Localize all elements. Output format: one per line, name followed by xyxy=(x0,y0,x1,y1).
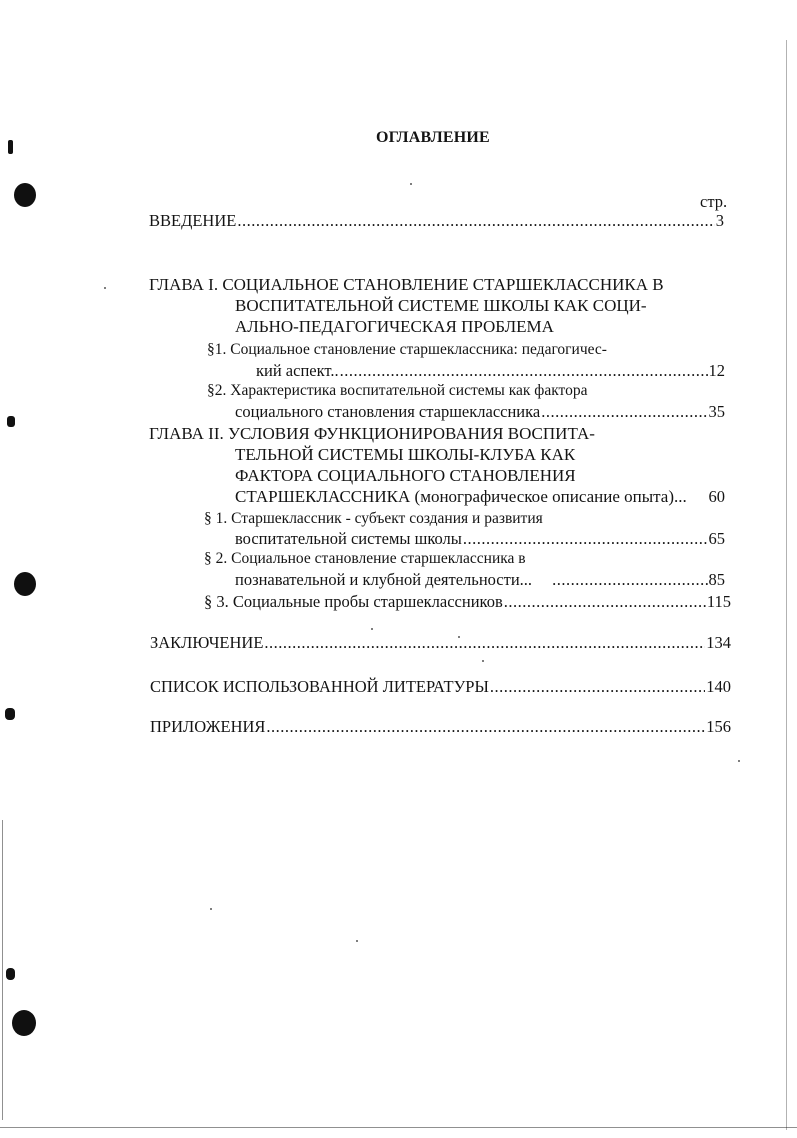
chapter-1-heading-line-2: ВОСПИТАТЕЛЬНОЙ СИСТЕМЕ ШКОЛЫ КАК СОЦИ- xyxy=(235,296,647,315)
toc-entry-label: ЗАКЛЮЧЕНИЕ xyxy=(150,633,264,652)
toc-entry-label: СТАРШЕКЛАССНИКА (монографическое описание опыта)... xyxy=(235,487,687,506)
toc-entry-page: 12 xyxy=(708,361,725,380)
speck xyxy=(210,908,212,910)
toc-entry-label: познавательной и клубной деятельности... xyxy=(235,570,533,589)
toc-entry-label: кий аспект.. xyxy=(256,361,339,380)
dot-leader xyxy=(552,570,707,590)
chapter-2-heading-line-1: ГЛАВА II. УСЛОВИЯ ФУНКЦИОНИРОВАНИЯ ВОСПИТА- xyxy=(149,424,595,443)
right-scan-edge xyxy=(786,40,787,1130)
speck xyxy=(356,940,358,942)
bottom-scan-edge xyxy=(0,1127,797,1128)
toc-entry-chapter-2-section-2[interactable] xyxy=(235,570,725,590)
chapter-2-section-1-line-1: § 1. Старшеклассник - субъект создания и развития xyxy=(204,510,543,527)
chapter-2-heading-line-3: ФАКТОРА СОЦИАЛЬНОГО СТАНОВЛЕНИЯ xyxy=(235,466,576,485)
toc-entry-page: 134 xyxy=(706,633,731,652)
toc-entry-page: 3 xyxy=(715,211,724,230)
speck xyxy=(371,628,373,630)
binder-hole-3 xyxy=(12,1010,36,1036)
edge-mark-1 xyxy=(8,140,13,154)
edge-mark-4 xyxy=(6,968,15,980)
toc-entry-page: 35 xyxy=(708,402,725,421)
dot-leader xyxy=(463,529,708,549)
chapter-2-section-2-line-1: § 2. Социальное становление старшеклассника в xyxy=(204,550,526,567)
toc-entry-appendices[interactable] xyxy=(150,717,731,737)
dot-leader xyxy=(264,633,705,653)
chapter-1-heading-line-1: ГЛАВА I. СОЦИАЛЬНОЕ СТАНОВЛЕНИЕ СТАРШЕКЛАССНИКА В xyxy=(149,275,664,294)
dot-leader xyxy=(504,592,706,612)
toc-entry-chapter-1-section-2[interactable] xyxy=(235,402,725,422)
left-scan-edge xyxy=(2,820,3,1120)
toc-entry-chapter-1-section-1[interactable] xyxy=(256,361,725,381)
toc-entry-page: 140 xyxy=(706,677,731,696)
speck xyxy=(104,287,106,289)
chapter-1-heading-line-3: АЛЬНО-ПЕДАГОГИЧЕСКАЯ ПРОБЛЕМА xyxy=(235,317,554,336)
toc-title: ОГЛАВЛЕНИЕ xyxy=(376,129,490,146)
chapter-1-section-1-line-1: §1. Социальное становление старшеклассника: педагогичес- xyxy=(207,341,607,358)
toc-entry-label: воспитательной системы школы xyxy=(235,529,462,548)
toc-entry-page: 65 xyxy=(708,529,725,548)
toc-entry-chapter-2-section-1[interactable] xyxy=(235,529,725,549)
chapter-1-section-2-line-1: §2. Характеристика воспитательной системы как фактора xyxy=(207,382,588,399)
dot-leader xyxy=(340,361,708,381)
speck xyxy=(410,183,412,185)
dot-leader xyxy=(541,402,707,422)
page-column-label: стр. xyxy=(700,192,728,211)
toc-entry-label: § 3. Социальные пробы старшеклассников xyxy=(204,592,503,611)
dot-leader xyxy=(237,211,714,231)
speck xyxy=(482,660,484,662)
toc-entry-page: 85 xyxy=(708,570,725,589)
binder-hole-2 xyxy=(14,572,36,596)
toc-entry-page: 115 xyxy=(706,592,731,611)
dot-leader xyxy=(490,677,705,697)
toc-entry-chapter-2-section-3[interactable] xyxy=(204,592,731,612)
toc-entry-page: 156 xyxy=(706,717,731,736)
dot-leader xyxy=(266,717,705,737)
toc-entry-label: ПРИЛОЖЕНИЯ xyxy=(150,717,266,736)
edge-mark-2 xyxy=(7,416,15,427)
edge-mark-3 xyxy=(5,708,15,720)
toc-entry-page: 60 xyxy=(708,487,725,506)
toc-entry-label: СПИСОК ИСПОЛЬЗОВАННОЙ ЛИТЕРАТУРЫ xyxy=(150,677,489,696)
toc-entry-label: социального становления старшеклассника xyxy=(235,402,541,421)
toc-entry-intro[interactable] xyxy=(149,211,724,231)
toc-entry-conclusion[interactable] xyxy=(150,633,731,653)
toc-entry-label: ВВЕДЕНИЕ xyxy=(149,211,237,230)
toc-entry-references[interactable] xyxy=(150,677,731,697)
binder-hole-1 xyxy=(14,183,36,207)
speck xyxy=(738,760,740,762)
chapter-2-heading-line-2: ТЕЛЬНОЙ СИСТЕМЫ ШКОЛЫ-КЛУБА КАК xyxy=(235,445,576,464)
toc-entry-chapter-2[interactable] xyxy=(235,487,725,507)
